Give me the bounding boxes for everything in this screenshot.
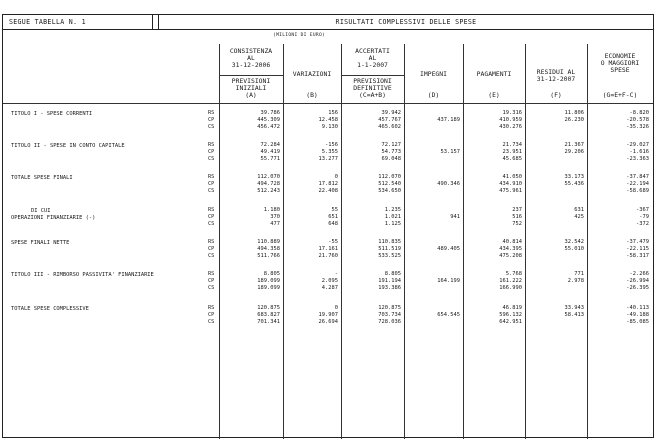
cell-a: 494.358 xyxy=(257,246,280,252)
cell-b: 2.095 xyxy=(321,278,338,284)
cell-g: -29.027 xyxy=(626,142,649,148)
subheader-rule xyxy=(219,75,283,76)
col-c-sub2: DEFINITIVE xyxy=(353,84,392,92)
section-label: TITOLO II - SPESE IN CONTO CAPITALE xyxy=(11,143,125,149)
col-c-subheader xyxy=(341,78,404,99)
cell-e: 21.734 xyxy=(502,142,522,148)
cell-e: 19.316 xyxy=(502,110,522,116)
cell-e: 237 xyxy=(512,207,522,213)
cell-b: 9.130 xyxy=(321,124,338,130)
row-type-code: RS xyxy=(208,110,215,116)
cell-d: 489.405 xyxy=(437,246,460,252)
col-a-subheader xyxy=(219,78,283,99)
cell-c: 39.942 xyxy=(381,110,401,116)
cell-c: 703.734 xyxy=(378,312,401,318)
cell-b: 21.760 xyxy=(318,253,338,259)
cell-e: 5.768 xyxy=(505,271,522,277)
row-type-code: RS xyxy=(208,305,215,311)
col-d-header: IMPEGNI xyxy=(420,70,447,78)
cell-b: 26.694 xyxy=(318,319,338,325)
cell-f: 32.542 xyxy=(564,239,584,245)
row-type-code: RS xyxy=(208,271,215,277)
cell-a: 110.889 xyxy=(257,239,280,245)
cell-e: 434.910 xyxy=(499,181,522,187)
cell-b: 4.287 xyxy=(321,285,338,291)
title-bar xyxy=(3,15,653,30)
cell-g: -58.689 xyxy=(626,188,649,194)
cell-b: 0 xyxy=(334,305,338,311)
row-type-code: CS xyxy=(208,319,215,325)
cell-a: 8.805 xyxy=(263,271,280,277)
col-a-header xyxy=(219,48,283,69)
section-label: TITOLO I - SPESE CORRENTI xyxy=(11,111,93,117)
cell-g: -22.115 xyxy=(626,246,649,252)
col-f-line2: 31-12-2007 xyxy=(536,75,576,83)
cell-d: 164.199 xyxy=(437,278,460,284)
cell-c: 511.519 xyxy=(378,246,401,252)
cell-g: -49.188 xyxy=(626,312,649,318)
cell-a: 445.309 xyxy=(257,117,280,123)
cell-g: -372 xyxy=(636,221,649,227)
section-label: TOTALE SPESE COMPLESSIVE xyxy=(11,306,89,312)
cell-f: 58.413 xyxy=(564,312,584,318)
cell-b: 12.458 xyxy=(318,117,338,123)
row-type-code: RS xyxy=(208,142,215,148)
cell-e: 475.961 xyxy=(499,188,522,194)
cell-b: 156 xyxy=(328,110,338,116)
cell-a: 189.099 xyxy=(257,285,280,291)
cell-f: 771 xyxy=(574,271,584,277)
cell-b: 648 xyxy=(328,221,338,227)
col-c-sub1: PREVISIONI xyxy=(353,77,392,85)
cell-g: -1.616 xyxy=(629,149,649,155)
col-a-line1: CONSISTENZA xyxy=(229,47,273,55)
cell-e: 40.814 xyxy=(502,239,522,245)
cell-c: 193.386 xyxy=(378,285,401,291)
cell-c: 120.875 xyxy=(378,305,401,311)
cell-a: 189.099 xyxy=(257,278,280,284)
cell-g: -85.085 xyxy=(626,319,649,325)
cell-f: 33.943 xyxy=(564,305,584,311)
row-type-code: CS xyxy=(208,221,215,227)
col-c-code: (C=A+B) xyxy=(359,91,386,99)
row-type-code: CP xyxy=(208,246,215,252)
cell-a: 494.728 xyxy=(257,181,280,187)
cell-a: 456.472 xyxy=(257,124,280,130)
cell-a: 1.180 xyxy=(263,207,280,213)
cell-f: 21.367 xyxy=(564,142,584,148)
cell-f: 29.206 xyxy=(564,149,584,155)
table-reference: SEGUE TABELLA N. 1 xyxy=(9,18,86,26)
cell-g: -37.479 xyxy=(626,239,649,245)
cell-f: 33.173 xyxy=(564,174,584,180)
cell-g: -26.994 xyxy=(626,278,649,284)
cell-f: 631 xyxy=(574,207,584,213)
cell-g: -23.363 xyxy=(626,156,649,162)
row-type-code: CS xyxy=(208,285,215,291)
cell-b: 22.408 xyxy=(318,188,338,194)
cell-d: 941 xyxy=(450,214,460,220)
section-label: DI CUI xyxy=(31,208,51,214)
col-g-line1: ECONOMIE xyxy=(604,52,636,60)
cell-g: -37.847 xyxy=(626,174,649,180)
cell-b: -55 xyxy=(328,239,338,245)
cell-a: 72.284 xyxy=(260,142,280,148)
col-a-line3: 31-12-2006 xyxy=(231,61,271,69)
cell-g: -35.326 xyxy=(626,124,649,130)
cell-c: 465.602 xyxy=(378,124,401,130)
cell-c: 457.767 xyxy=(378,117,401,123)
cell-e: 596.132 xyxy=(499,312,522,318)
cell-a: 120.875 xyxy=(257,305,280,311)
cell-b: 651 xyxy=(328,214,338,220)
cell-e: 752 xyxy=(512,221,522,227)
cell-b: -156 xyxy=(325,142,338,148)
section-label: TITOLO III - RIMBORSO PASSIVITA' FINANZIARIE xyxy=(11,272,154,278)
cell-b: 13.277 xyxy=(318,156,338,162)
col-b-code: (B) xyxy=(306,91,318,99)
title-divider xyxy=(158,15,159,29)
cell-a: 683.827 xyxy=(257,312,280,318)
cell-c: 112.070 xyxy=(378,174,401,180)
col-b-header: VARIAZIONI xyxy=(292,70,332,78)
cell-e: 475.208 xyxy=(499,253,522,259)
col-f-code: (F) xyxy=(550,91,562,99)
cell-e: 410.959 xyxy=(499,117,522,123)
col-g-header xyxy=(587,53,653,74)
row-type-code: CS xyxy=(208,124,215,130)
cell-c: 1.021 xyxy=(384,214,401,220)
cell-e: 434.395 xyxy=(499,246,522,252)
cell-c: 191.194 xyxy=(378,278,401,284)
cell-e: 516 xyxy=(512,214,522,220)
row-type-code: CS xyxy=(208,253,215,259)
cell-c: 534.650 xyxy=(378,188,401,194)
cell-a: 370 xyxy=(270,214,280,220)
cell-f: 55.436 xyxy=(564,181,584,187)
row-type-code: CP xyxy=(208,278,215,284)
cell-a: 39.786 xyxy=(260,110,280,116)
cell-c: 533.525 xyxy=(378,253,401,259)
table-title: RISULTATI COMPLESSIVI DELLE SPESE xyxy=(335,18,477,26)
col-g-line3: SPESE xyxy=(610,66,630,74)
cell-d: 53.157 xyxy=(440,149,460,155)
cell-b: 17.812 xyxy=(318,181,338,187)
cell-b: 5.355 xyxy=(321,149,338,155)
cell-c: 8.805 xyxy=(384,271,401,277)
row-type-code: CP xyxy=(208,312,215,318)
cell-g: -2.266 xyxy=(629,271,649,277)
cell-c: 512.540 xyxy=(378,181,401,187)
table-frame xyxy=(2,14,654,438)
cell-f: 26.230 xyxy=(564,117,584,123)
cell-g: -367 xyxy=(636,207,649,213)
cell-e: 41.050 xyxy=(502,174,522,180)
cell-b: 55 xyxy=(331,207,338,213)
header-rule xyxy=(3,103,653,104)
cell-e: 642.951 xyxy=(499,319,522,325)
cell-g: -26.395 xyxy=(626,285,649,291)
cell-a: 477 xyxy=(270,221,280,227)
cell-a: 112.070 xyxy=(257,174,280,180)
row-type-code: RS xyxy=(208,239,215,245)
row-type-code: CP xyxy=(208,214,215,220)
cell-a: 511.766 xyxy=(257,253,280,259)
row-type-code: CS xyxy=(208,188,215,194)
cell-f: 425 xyxy=(574,214,584,220)
cell-d: 490.346 xyxy=(437,181,460,187)
col-e-code: (E) xyxy=(488,91,500,99)
col-a-code: (A) xyxy=(245,91,257,99)
cell-c: 54.773 xyxy=(381,149,401,155)
cell-d: 654.545 xyxy=(437,312,460,318)
cell-a: 512.243 xyxy=(257,188,280,194)
title-divider xyxy=(152,15,153,29)
cell-a: 701.341 xyxy=(257,319,280,325)
cell-g: -20.578 xyxy=(626,117,649,123)
cell-g: -58.317 xyxy=(626,253,649,259)
cell-c: 1.125 xyxy=(384,221,401,227)
cell-g: -79 xyxy=(639,214,649,220)
row-type-code: RS xyxy=(208,207,215,213)
cell-c: 110.835 xyxy=(378,239,401,245)
cell-e: 430.276 xyxy=(499,124,522,130)
row-type-code: CP xyxy=(208,181,215,187)
section-label: SPESE FINALI NETTE xyxy=(11,240,70,246)
cell-d: 437.189 xyxy=(437,117,460,123)
cell-e: 45.685 xyxy=(502,156,522,162)
cell-g: -8.820 xyxy=(629,110,649,116)
cell-g: -40.113 xyxy=(626,305,649,311)
cell-b: 17.161 xyxy=(318,246,338,252)
col-f-header xyxy=(525,69,587,83)
cell-f: 55.010 xyxy=(564,246,584,252)
cell-g: -22.194 xyxy=(626,181,649,187)
cell-c: 728.036 xyxy=(378,319,401,325)
col-f-line1: RESIDUI AL xyxy=(536,68,576,76)
cell-c: 1.235 xyxy=(384,207,401,213)
section-label: TOTALE SPESE FINALI xyxy=(11,175,73,181)
col-g-line2: O MAGGIORI xyxy=(600,59,640,67)
col-d-code: (D) xyxy=(427,91,440,99)
subheader-rule xyxy=(341,75,404,76)
cell-b: 19.907 xyxy=(318,312,338,318)
units-note: (MILIONI DI EURO) xyxy=(273,33,326,38)
col-c-header xyxy=(341,48,404,69)
col-c-line2: AL xyxy=(368,54,377,62)
col-a-line2: AL xyxy=(247,54,255,62)
col-g-code: (G=E+F-C) xyxy=(602,91,638,99)
cell-e: 166.990 xyxy=(499,285,522,291)
cell-b: 0 xyxy=(334,174,338,180)
row-type-code: RS xyxy=(208,174,215,180)
cell-c: 69.048 xyxy=(381,156,401,162)
cell-f: 11.806 xyxy=(564,110,584,116)
cell-a: 49.419 xyxy=(260,149,280,155)
cell-e: 23.951 xyxy=(502,149,522,155)
section-label: OPERAZIONI FINANZIARIE (-) xyxy=(11,215,96,221)
col-c-line1: ACCERTATI xyxy=(355,47,390,55)
cell-b: - xyxy=(334,271,338,277)
col-a-sub2: INIZIALI xyxy=(235,84,267,92)
col-a-sub1: PREVISIONI xyxy=(231,77,271,85)
col-e-header: PAGAMENTI xyxy=(476,70,512,78)
cell-a: 55.771 xyxy=(260,156,280,162)
cell-f: 2.978 xyxy=(567,278,584,284)
cell-e: 161.222 xyxy=(499,278,522,284)
cell-e: 46.819 xyxy=(502,305,522,311)
cell-c: 72.127 xyxy=(381,142,401,148)
row-type-code: CS xyxy=(208,156,215,162)
col-c-line3: 1-1-2007 xyxy=(357,61,388,69)
row-type-code: CP xyxy=(208,149,215,155)
row-type-code: CP xyxy=(208,117,215,123)
